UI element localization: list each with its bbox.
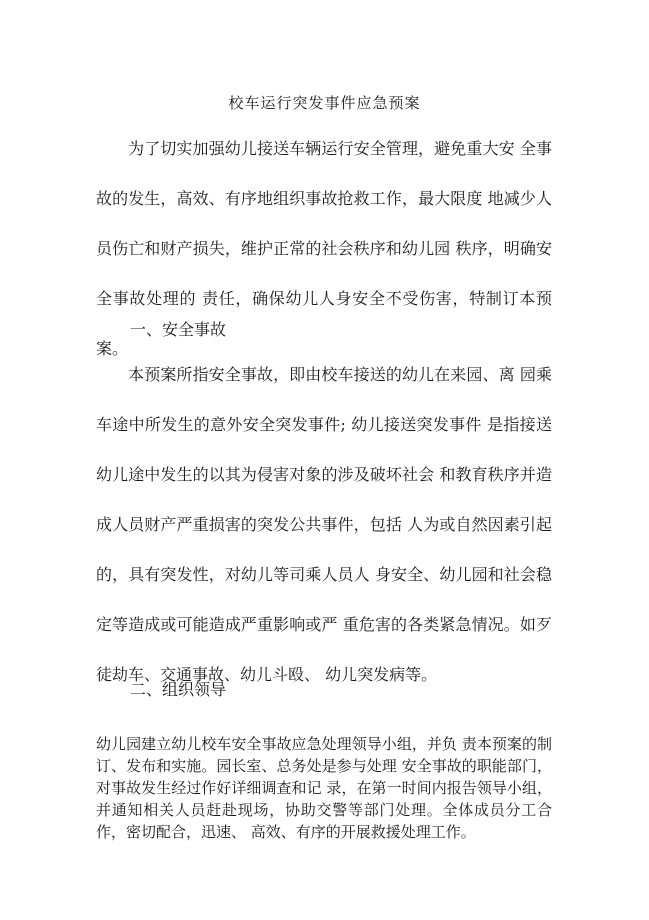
intro-text: 为了切实加强幼儿接送车辆运行安全管理，避免重大安 全事故的发生，高效、有序地组织事故抢救工作，最大限度 地减少人员伤亡和财产损失，维护正常的社会秩序和幼儿园 秩序，明确安全事故处理的 责任，确保幼儿人身安全不受伤害，特制订本预案。	[96, 139, 552, 358]
document-title: 校车运行突发事件应急预案	[228, 94, 421, 112]
section-heading-organization: 二、组织领导	[130, 680, 227, 699]
section-heading-safety-accident: 一、安全事故	[130, 320, 227, 339]
safety-accident-text: 本预案所指安全事故，即由校车接送的幼儿在来园、离 园乘车途中所发生的意外安全突发事件; 幼儿接送突发事件 是指接送幼儿途中发生的以其为侵害对象的涉及破坏社会 和教育秩序并造成人员财产严重损害的突发公共事件，包括 人为或自然因素引起的，具有突发性，对幼儿等司乘人员人 身安全、幼儿园和社会稳定等造成或可能造成严重影响或严 重危害的各类紧急情况。如歹徒劫车、交通事故、幼儿斗殴、 幼儿突发病等。	[96, 365, 552, 684]
organization-paragraph: 幼儿园建立幼儿校车安全事故应急处理领导小组，并负 责本预案的制订、发布和实施。园长室、总务处是参与处理 安全事故的职能部门，对事故发生经过作好详细调查和记 录，在第一时间内报告领导小组，并通知相关人员赶赴现场，协助交警等部门处理。全体成员分工合作，密切配合，迅速、 高效、有序的开展救援处理工作。	[96, 735, 552, 841]
safety-accident-paragraph	[96, 350, 552, 700]
